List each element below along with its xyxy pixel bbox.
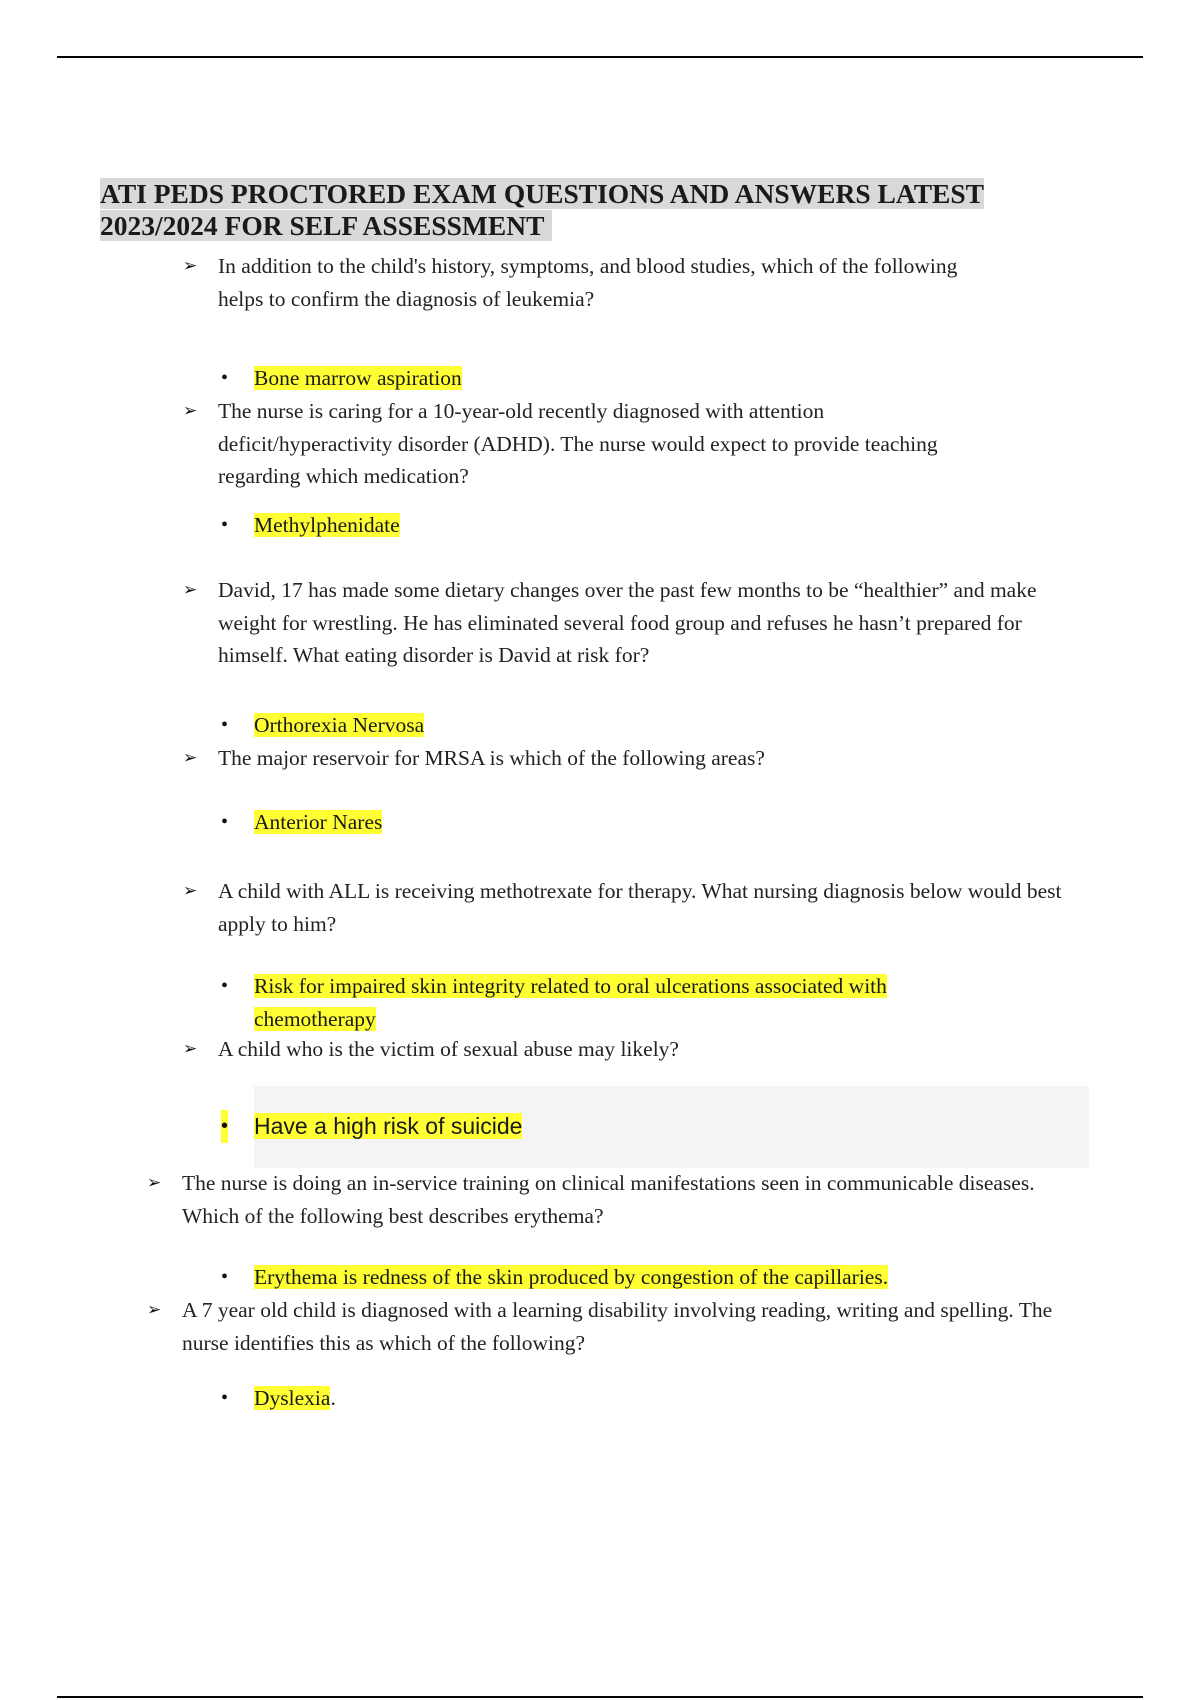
question-4: ➢ The major reservoir for MRSA is which of the following areas?	[218, 742, 1088, 775]
question-8: ➢ A 7 year old child is diagnosed with a learning disability involving reading, writing and spelling. The nurse identifies this as which of the following?	[182, 1294, 1062, 1359]
question-6: ➢ A child who is the victim of sexual abuse may likely?	[218, 1033, 1078, 1066]
arrowhead-bullet-icon: ➢	[183, 748, 198, 768]
answer-3: • Orthorexia Nervosa	[254, 709, 424, 742]
arrowhead-bullet-icon: ➢	[183, 401, 198, 421]
answer-6: • Have a high risk of suicide	[254, 1110, 522, 1143]
arrowhead-bullet-icon: ➢	[147, 1300, 162, 1320]
arrowhead-bullet-icon: ➢	[147, 1173, 162, 1193]
question-2: ➢ The nurse is caring for a 10-year-old recently diagnosed with attention deficit/hyperactivity disorder (ADHD). The nurse would expect to provide teaching regarding which medication?	[218, 395, 978, 493]
round-bullet-icon: •	[221, 714, 229, 736]
question-3: ➢ David, 17 has made some dietary changes over the past few months to be “healthier” and make weight for wrestling. He has eliminated several food group and refuses he hasn’t prepared for himself. What eating disorder is David at risk for?	[218, 574, 1088, 672]
answer-2: • Methylphenidate	[254, 509, 400, 542]
document-title: ATI PEDS PROCTORED EXAM QUESTIONS AND ANSWERS LATEST 2023/2024 FOR SELF ASSESSMENT	[100, 178, 985, 241]
round-bullet-icon: •	[221, 1387, 229, 1409]
answer-1: • Bone marrow aspiration	[254, 362, 462, 395]
answer-4: • Anterior Nares	[254, 806, 382, 839]
question-5: ➢ A child with ALL is receiving methotrexate for therapy. What nursing diagnosis below would best apply to him?	[218, 875, 1078, 940]
answer-5: • Risk for impaired skin integrity related to oral ulcerations associated with chemotherapy	[254, 970, 994, 1035]
arrowhead-bullet-icon: ➢	[183, 1039, 198, 1059]
answer-8: • Dyslexia.	[254, 1382, 336, 1415]
arrowhead-bullet-icon: ➢	[183, 881, 198, 901]
question-1: ➢ In addition to the child's history, symptoms, and blood studies, which of the following helps to confirm the diagnosis of leukemia?	[218, 250, 978, 315]
round-bullet-icon: •	[221, 514, 229, 536]
round-bullet-icon: •	[221, 811, 229, 833]
round-bullet-icon: •	[221, 975, 229, 997]
footer-rule	[57, 1696, 1143, 1698]
arrowhead-bullet-icon: ➢	[183, 580, 198, 600]
round-bullet-icon: •	[221, 367, 229, 389]
round-bullet-icon: •	[221, 1266, 229, 1288]
round-bullet-icon: •	[221, 1110, 228, 1143]
arrowhead-bullet-icon: ➢	[183, 256, 198, 276]
header-rule	[57, 56, 1143, 58]
question-7: ➢ The nurse is doing an in-service training on clinical manifestations seen in communicable diseases. Which of the following best describes erythema?	[182, 1167, 1072, 1232]
answer-7: • Erythema is redness of the skin produced by congestion of the capillaries.	[254, 1261, 888, 1294]
